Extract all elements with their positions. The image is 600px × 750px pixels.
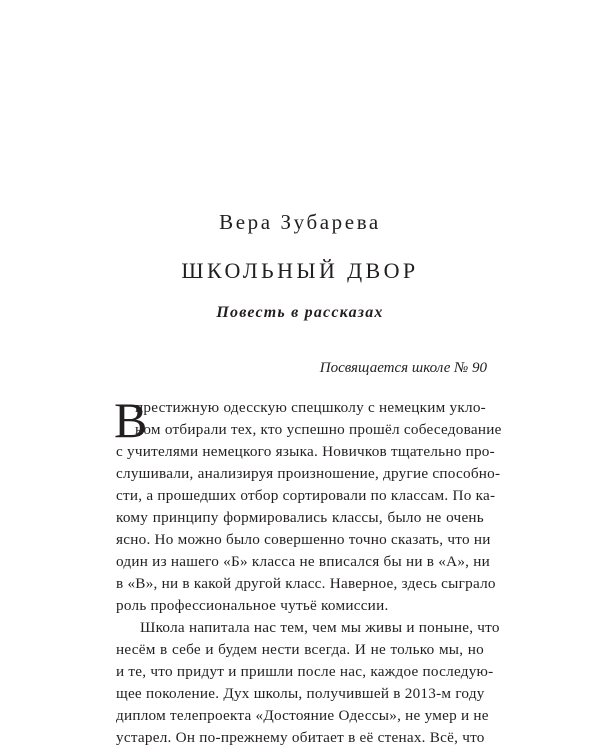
paragraph-2 [116,617,500,749]
text-line: ясно. Но можно было совершенно точно сказать, что ни [116,531,491,548]
paragraph-1 [114,392,502,617]
text-line: престижную одесскую спецшколу с немецким укло- [135,399,486,416]
text-line: ном отбирали тех, кто успешно прошёл собеседование [135,421,502,438]
text-line: несём в себе и будем нести всегда. И не только мы, но [116,641,484,658]
book-title: ШКОЛЬНЫЙ ДВОР [181,258,419,283]
text-line: Школа напитала нас тем, чем мы живы и поныне, что [140,619,500,636]
dedication: Посвящается школе № 90 [319,360,487,376]
drop-cap: В [114,392,148,448]
text-line: в «В», ни в какой другой класс. Наверное, здесь сыграло [116,575,496,592]
text-line: слушивали, анализируя произношение, другие способно- [116,465,501,482]
text-line: и те, что придут и пришли после нас, каждое последую- [116,663,494,680]
text-line: с учителями немецкого языка. Новичков тщательно про- [116,443,495,460]
book-author: Вера Зубарева [219,210,381,234]
book-subtitle: Повесть в рассказах [216,304,384,321]
text-line: кому принципу формировались классы, было не очень [116,509,484,526]
text-line: роль профессиональное чутьё комиссии. [116,597,389,614]
body-text [114,392,502,749]
text-line: устарел. Он по-прежнему обитает в её стенах. Всё, что [116,729,485,746]
text-line: щее поколение. Дух школы, получившей в 2013-м году [116,685,485,702]
text-line: один из нашего «Б» класса не вписался бы ни в «А», ни [116,553,491,570]
text-line: диплом телепроекта «Достояние Одессы», не умер и не [116,707,489,724]
text-line: сти, а прошедших отбор сортировали по классам. По ка- [116,487,496,504]
